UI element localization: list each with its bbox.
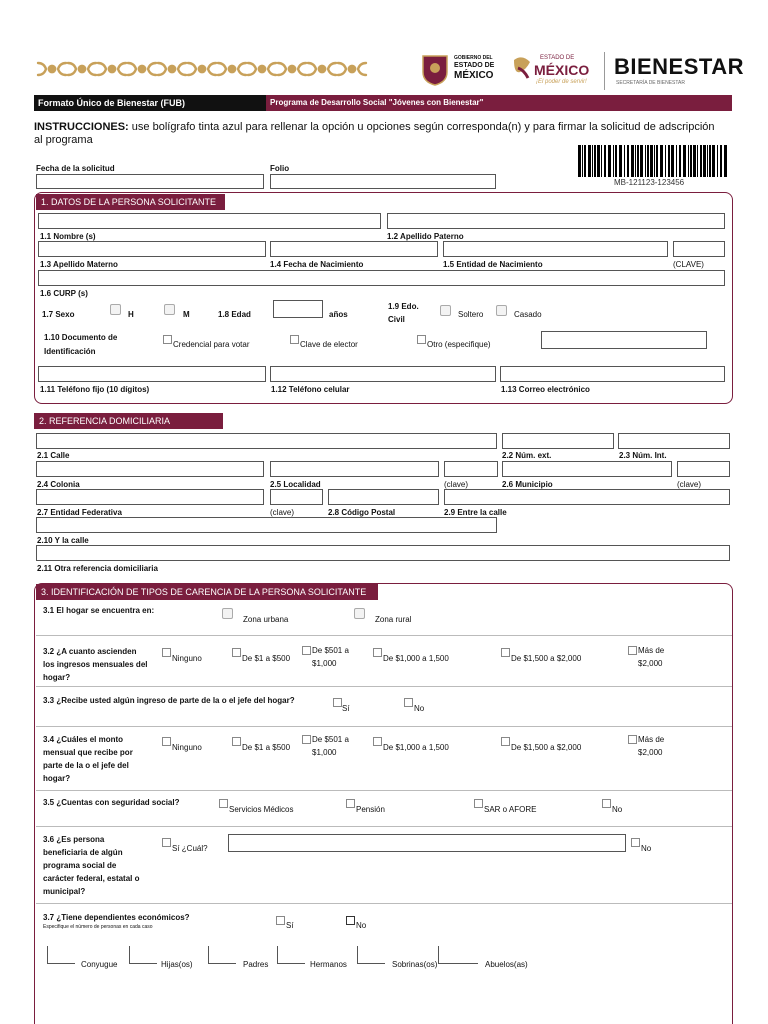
sobrinas-count[interactable] — [357, 946, 385, 964]
urbana-checkbox[interactable] — [222, 608, 233, 619]
tel-fijo-input[interactable] — [38, 366, 266, 382]
sexo-h-checkbox[interactable] — [110, 304, 121, 315]
edad-label: 1.8 Edad — [218, 310, 251, 319]
q36-cual-input[interactable] — [228, 834, 626, 852]
q32-r1-label: De $1 a $500 — [242, 654, 291, 663]
q34-r1-label: De $1 a $500 — [242, 743, 291, 752]
nombre-label: 1.1 Nombre (s) — [40, 232, 96, 241]
q34-r3-checkbox[interactable] — [373, 737, 382, 746]
q34-label-3: parte de la o el jefe del — [43, 761, 129, 770]
conyugue-label: Conyugue — [81, 960, 118, 969]
header-divider — [604, 52, 605, 90]
q32-ninguno-label: Ninguno — [172, 654, 202, 663]
localidad-input[interactable] — [270, 461, 439, 477]
sar-checkbox[interactable] — [474, 799, 483, 808]
entre-calle-input[interactable] — [444, 489, 730, 505]
q33-label: 3.3 ¿Recibe usted algún ingreso de parte de la o el jefe del hogar? — [43, 696, 295, 705]
credencial-label: Credencial para votar — [173, 340, 250, 349]
decorative-border — [36, 59, 368, 79]
q32-r3-checkbox[interactable] — [373, 648, 382, 657]
q32-label-2: los ingresos mensuales del — [43, 660, 148, 669]
fecha-label: Fecha de la solicitud — [36, 164, 115, 173]
ap-materno-label: 1.3 Apellido Materno — [40, 260, 118, 269]
clave-nac-label: (CLAVE) — [673, 260, 704, 269]
instructions-text: use bolígrafo tinta azul para rellenar la opción u opciones según corresponda(n) y para firmar la solicitud de adscripción al programa — [34, 121, 715, 146]
otra-ref-input[interactable] — [36, 545, 730, 561]
cp-label: 2.8 Código Postal — [328, 508, 396, 517]
municipio-input[interactable] — [502, 461, 672, 477]
num-int-input[interactable] — [618, 433, 730, 449]
gob-line3: MÉXICO — [454, 70, 494, 81]
q32-r5-checkbox[interactable] — [628, 646, 637, 655]
municipio-clave-input[interactable] — [677, 461, 730, 477]
q32-ninguno-checkbox[interactable] — [162, 648, 171, 657]
otro-label: Otro (especifique) — [427, 340, 491, 349]
q37-label: 3.7 ¿Tiene dependientes económicos? — [43, 913, 190, 922]
gob-line2: ESTADO DE — [454, 62, 495, 69]
ap-paterno-input[interactable] — [387, 213, 725, 229]
barcode — [578, 145, 730, 177]
q36-no-checkbox[interactable] — [631, 838, 640, 847]
sexo-m-label: M — [183, 310, 190, 319]
divider-34 — [36, 790, 732, 791]
padres-label: Padres — [243, 960, 269, 969]
entidad-nac-input[interactable] — [443, 241, 668, 257]
bienestar-wordmark: BIENESTAR — [614, 54, 744, 79]
clave-nac-input[interactable] — [673, 241, 725, 257]
q33-no-label: No — [414, 704, 425, 713]
q34-label-2: mensual que recibe por — [43, 748, 133, 757]
nombre-input[interactable] — [38, 213, 381, 229]
q36-label-1: 3.6 ¿Es persona — [43, 835, 105, 844]
divider-31 — [36, 635, 732, 636]
clave-elector-label: Clave de elector — [300, 340, 358, 349]
correo-label: 1.13 Correo electrónico — [501, 385, 590, 394]
q35-label: 3.5 ¿Cuentas con seguridad social? — [43, 798, 180, 807]
y-calle-input[interactable] — [36, 517, 497, 533]
q35-no-checkbox[interactable] — [602, 799, 611, 808]
gob-line1: GOBIERNO DEL — [454, 55, 493, 61]
ap-materno-input[interactable] — [38, 241, 266, 257]
gobierno-edomex-logo — [420, 52, 495, 88]
hermanos-count[interactable] — [277, 946, 305, 964]
sexo-label: 1.7 Sexo — [42, 310, 75, 319]
q32-r2-label-2: $1,000 — [312, 659, 337, 668]
hermanos-label: Hermanos — [310, 960, 347, 969]
q32-label-3: hogar? — [43, 673, 71, 682]
title-bar-right: Programa de Desarrollo Social "Jóvenes con Bienestar" — [266, 95, 732, 111]
entidad-input[interactable] — [36, 489, 264, 505]
divider-35 — [36, 826, 732, 827]
sexo-h-label: H — [128, 310, 134, 319]
tel-cel-label: 1.12 Teléfono celular — [271, 385, 350, 394]
q34-r2-label-2: $1,000 — [312, 748, 337, 757]
q37-si-checkbox[interactable] — [276, 916, 285, 925]
urbana-label: Zona urbana — [243, 615, 289, 624]
q36-si-checkbox[interactable] — [162, 838, 171, 847]
bienestar-subtitle: SECRETARÍA DE BIENESTAR — [616, 80, 685, 86]
q32-label-1: 3.2 ¿A cuanto ascienden — [43, 647, 137, 656]
casado-checkbox[interactable] — [496, 305, 507, 316]
q36-label-2: beneficiaria de algún — [43, 848, 123, 857]
sar-label: SAR o AFORE — [484, 805, 537, 814]
q33-si-label: Sí — [342, 704, 350, 713]
conyugue-count[interactable] — [47, 946, 75, 964]
otro-input[interactable] — [541, 331, 707, 349]
sexo-m-checkbox[interactable] — [164, 304, 175, 315]
q33-si-checkbox[interactable] — [333, 698, 342, 707]
q34-label-4: hogar? — [43, 774, 71, 783]
q34-ninguno-label: Ninguno — [172, 743, 202, 752]
entidad-clave-input[interactable] — [270, 489, 323, 505]
padres-count[interactable] — [208, 946, 236, 964]
num-ext-input[interactable] — [502, 433, 614, 449]
q34-r3-label: De $1,000 a 1,500 — [383, 743, 449, 752]
edad-input[interactable] — [273, 300, 323, 318]
q32-r5-label-1: Más de — [638, 646, 665, 655]
divider-36 — [36, 903, 732, 904]
localidad-clave-label: (clave) — [444, 480, 469, 489]
pension-checkbox[interactable] — [346, 799, 355, 808]
q37-si-label: Sí — [286, 921, 294, 930]
instructions-label: INSTRUCCIONES: — [34, 121, 129, 133]
q32-r2-label-1: De $501 a — [312, 646, 349, 655]
edo-civil-label-2: Civil — [388, 315, 405, 324]
edomex-slogan: ¡El poder de servir! — [536, 79, 587, 85]
clave-elector-checkbox[interactable] — [290, 335, 299, 344]
q34-r5-label-2: $2,000 — [638, 748, 663, 757]
q36-label-5: municipal? — [43, 887, 86, 896]
q37-sublabel: Especifique el número de personas en cada caso — [43, 924, 153, 930]
folio-input[interactable] — [270, 174, 496, 189]
q34-r2-checkbox[interactable] — [302, 735, 311, 744]
estado-de-mexico-logo — [510, 52, 605, 90]
ap-paterno-label: 1.2 Apellido Paterno — [387, 232, 464, 241]
q31-label: 3.1 El hogar se encuentra en: — [43, 606, 155, 615]
entidad-clave-label: (clave) — [270, 508, 295, 517]
num-ext-label: 2.2 Núm. ext. — [502, 451, 552, 460]
municipio-clave-label: (clave) — [677, 480, 702, 489]
barcode-text: MB-121123-123456 — [614, 178, 685, 187]
municipio-label: 2.6 Municipio — [502, 480, 553, 489]
fecha-input[interactable] — [36, 174, 264, 189]
abuelos-label: Abuelos(as) — [485, 960, 528, 969]
q34-ninguno-checkbox[interactable] — [162, 737, 171, 746]
q36-label-4: carácter federal, estatal o — [43, 874, 140, 883]
otro-checkbox[interactable] — [417, 335, 426, 344]
pension-label: Pensión — [356, 805, 385, 814]
entidad-nac-label: 1.5 Entidad de Nacimiento — [443, 260, 543, 269]
calle-input[interactable] — [36, 433, 497, 449]
casado-label: Casado — [514, 310, 542, 319]
q34-r5-label-1: Más de — [638, 735, 665, 744]
documento-label-2: Identificación — [44, 347, 96, 356]
credencial-checkbox[interactable] — [163, 335, 172, 344]
tel-fijo-label: 1.11 Teléfono fijo (10 dígitos) — [40, 385, 150, 394]
entre-calle-label: 2.9 Entre la calle — [444, 508, 507, 517]
folio-label: Folio — [270, 164, 290, 173]
fecha-nac-input[interactable] — [270, 241, 438, 257]
calle-label: 2.1 Calle — [37, 451, 70, 460]
entidad-label: 2.7 Entidad Federativa — [37, 508, 122, 517]
rural-label: Zona rural — [375, 615, 412, 624]
q36-label-3: programa social de — [43, 861, 117, 870]
q37-no-label: No — [356, 921, 367, 930]
anos-label: años — [329, 310, 348, 319]
soltero-checkbox[interactable] — [440, 305, 451, 316]
hijas-label: Hijas(os) — [161, 960, 193, 969]
q34-r2-label-1: De $501 a — [312, 735, 349, 744]
rural-checkbox[interactable] — [354, 608, 365, 619]
edo-civil-label-1: 1.9 Edo. — [388, 302, 419, 311]
edomex-small: ESTADO DE — [540, 55, 575, 61]
curp-label: 1.6 CURP (s) — [40, 289, 88, 298]
q32-r5-label-2: $2,000 — [638, 659, 663, 668]
section2-title: 2. REFERENCIA DOMICILIARIA — [34, 413, 223, 429]
q34-r5-checkbox[interactable] — [628, 735, 637, 744]
q34-r4-label: De $1,500 a $2,000 — [511, 743, 582, 752]
q34-r1-checkbox[interactable] — [232, 737, 241, 746]
colonia-input[interactable] — [36, 461, 264, 477]
y-calle-label: 2.10 Y la calle — [37, 536, 89, 545]
title-bar-left: Formato Único de Bienestar (FUB) — [34, 95, 266, 111]
section1-title: 1. DATOS DE LA PERSONA SOLICITANTE — [36, 194, 225, 210]
divider-32 — [36, 686, 732, 687]
servicios-label: Servicios Médicos — [229, 805, 294, 814]
hijas-count[interactable] — [129, 946, 157, 964]
q32-r1-checkbox[interactable] — [232, 648, 241, 657]
q33-no-checkbox[interactable] — [404, 698, 413, 707]
instructions — [34, 121, 724, 147]
abuelos-count[interactable] — [438, 946, 478, 964]
tel-cel-input[interactable] — [270, 366, 496, 382]
q32-r4-label: De $1,500 a $2,000 — [511, 654, 582, 663]
bienestar-logo — [614, 54, 744, 90]
localidad-clave-input[interactable] — [444, 461, 498, 477]
q32-r4-checkbox[interactable] — [501, 648, 510, 657]
cp-input[interactable] — [328, 489, 439, 505]
curp-input[interactable] — [38, 270, 725, 286]
sobrinas-label: Sobrinas(os) — [392, 960, 438, 969]
correo-input[interactable] — [500, 366, 725, 382]
q35-no-label: No — [612, 805, 623, 814]
edomex-big: MÉXICO — [534, 62, 590, 78]
divider-33 — [36, 726, 732, 727]
q34-r4-checkbox[interactable] — [501, 737, 510, 746]
q32-r2-checkbox[interactable] — [302, 646, 311, 655]
q36-si-label: Sí ¿Cuál? — [172, 844, 208, 853]
colonia-label: 2.4 Colonia — [37, 480, 80, 489]
servicios-checkbox[interactable] — [219, 799, 228, 808]
localidad-label: 2.5 Localidad — [270, 480, 321, 489]
q32-r3-label: De $1,000 a 1,500 — [383, 654, 449, 663]
soltero-label: Soltero — [458, 310, 484, 319]
otra-ref-label: 2.11 Otra referencia domiciliaria — [37, 564, 158, 573]
q37-no-checkbox[interactable] — [346, 916, 355, 925]
num-int-label: 2.3 Núm. Int. — [619, 451, 667, 460]
section3-title: 3. IDENTIFICACIÓN DE TIPOS DE CARENCIA DE LA PERSONA SOLICITANTE — [36, 584, 378, 600]
q34-label-1: 3.4 ¿Cuáles el monto — [43, 735, 124, 744]
fecha-nac-label: 1.4 Fecha de Nacimiento — [270, 260, 364, 269]
documento-label-1: 1.10 Documento de — [44, 333, 118, 342]
q36-no-label: No — [641, 844, 652, 853]
